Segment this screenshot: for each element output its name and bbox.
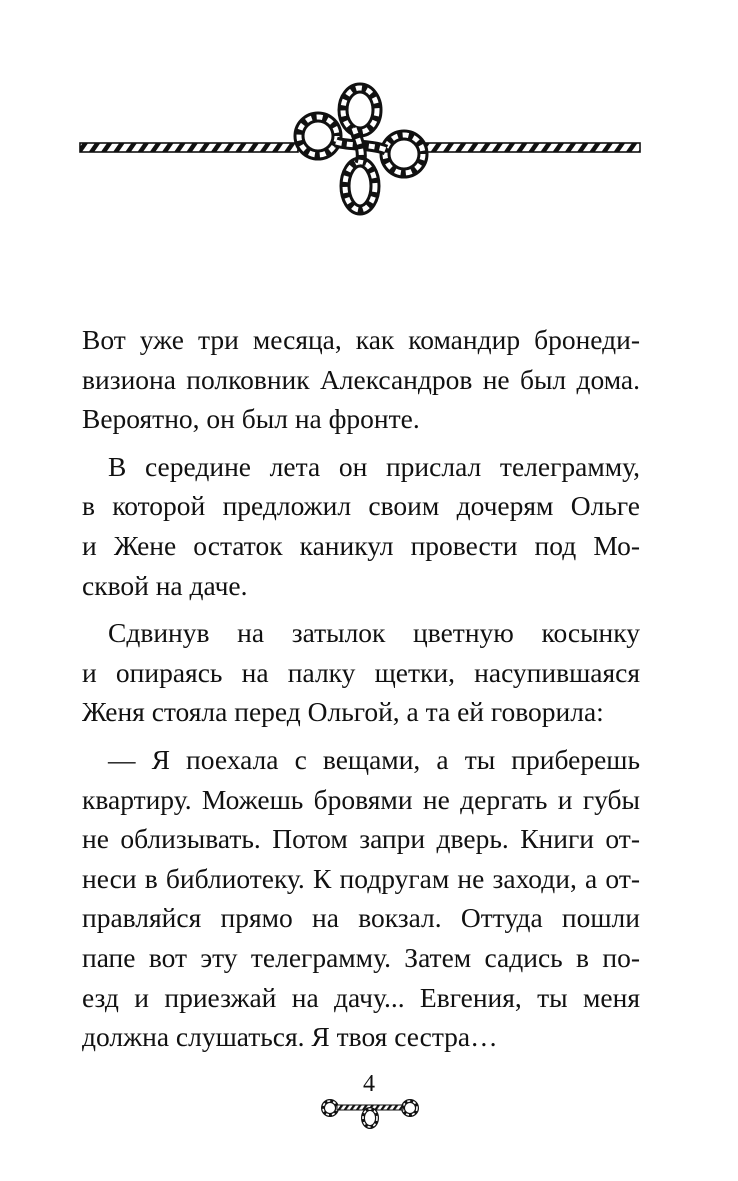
text-line: Сдвинув на затылок цветную косынку: [108, 617, 640, 649]
text-line: папе вот эту телеграмму. Затем садись в по-: [82, 941, 640, 973]
text-line: Вероятно, он был на фронте.: [82, 403, 420, 435]
text-line: и опираясь на палку щетки, насупившаяся: [82, 656, 640, 688]
text-line: визиона полковник Александров не был дома.: [82, 363, 640, 395]
text-line: — Я поехала с вещами, а ты приберешь: [108, 743, 640, 775]
text-line: должна слушаться. Я твоя сестра…: [82, 1021, 498, 1053]
text-line: сквой на даче.: [82, 569, 248, 601]
paragraph: [82, 320, 640, 439]
paragraph: [82, 447, 640, 605]
page-number: 4: [363, 1071, 375, 1097]
paragraph: [82, 740, 640, 1057]
text-line: езд и приезжай на дачу... Евгения, ты меня: [82, 981, 640, 1013]
text-line: не облизывать. Потом запри дверь. Книги от-: [82, 823, 640, 855]
text-line: квартиру. Можешь бровями не дергать и губы: [82, 783, 640, 815]
small-rope-ornament-icon: [318, 1094, 422, 1130]
text-line: в которой предложил своим дочерям Ольге: [82, 490, 640, 522]
rope-knot-ornament-icon: [78, 80, 642, 220]
text-line: и Жене остаток каникул провести под Мо-: [82, 529, 640, 561]
paragraph: [82, 613, 640, 732]
text-line: неси в библиотеку. К подругам не заходи, а от-: [82, 862, 640, 894]
body-text: [82, 320, 640, 1057]
text-line: правляйся прямо на вокзал. Оттуда пошли: [82, 902, 640, 934]
text-line: В середине лета он прислал телеграмму,: [108, 450, 640, 482]
text-line: Женя стояла перед Ольгой, а та ей говорила:: [82, 696, 604, 728]
text-line: Вот уже три месяца, как командир бронеди-: [82, 324, 640, 355]
